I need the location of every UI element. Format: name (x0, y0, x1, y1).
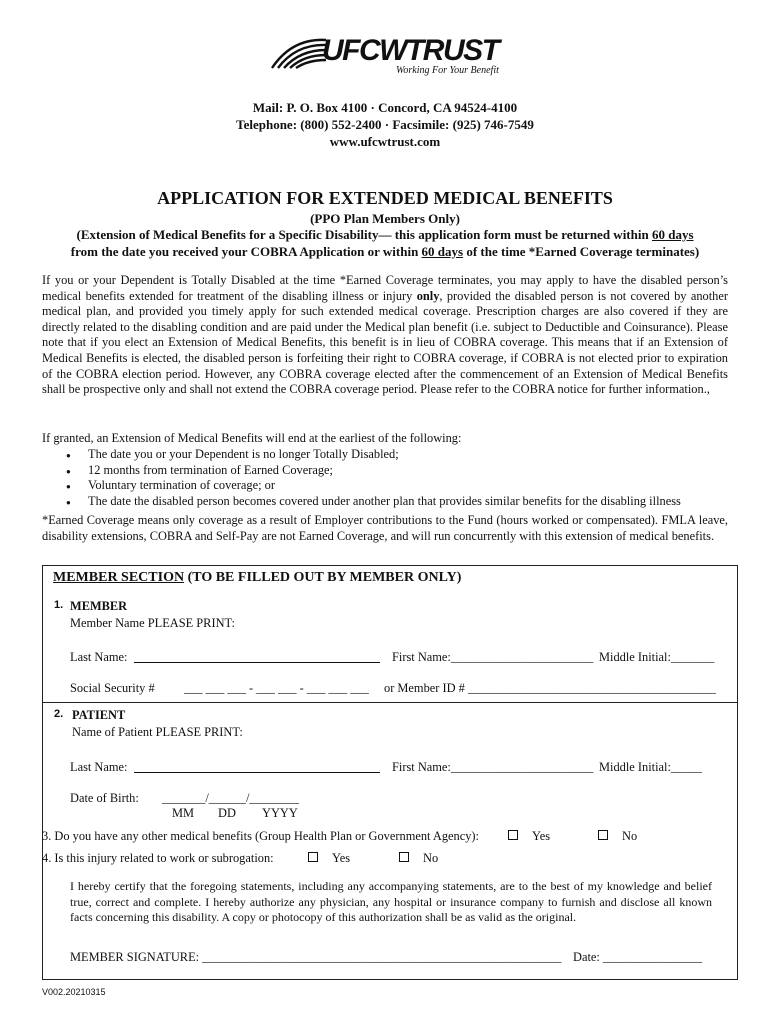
patient-last-name-field[interactable] (134, 772, 380, 773)
list-item: ● 12 months from termination of Earned Coverage; (66, 463, 746, 479)
list-item: ● The date the disabled person becomes covered under another plan that provides similar benefits for the disabling illness (66, 494, 746, 510)
form-version: V002.20210315 (42, 987, 106, 997)
question-3: 3. Do you have any other medical benefits (Group Health Plan or Government Agency): (42, 829, 479, 843)
certification-statement: I hereby certify that the foregoing statements, including any accompanying statements, are to the best of my knowledge and belief true, correct and complete. I hereby authorize any physician, any hospital or insurance company to furnish and disclose all known facts concerning this disability. A copy or photocopy of this authorization shall be as valid as the original. (70, 879, 712, 924)
member-first-name-field[interactable]: First Name:_______________________ (392, 650, 594, 664)
q4-no-option[interactable]: No (399, 851, 438, 866)
checkbox-icon[interactable] (399, 852, 409, 862)
question-4: 4. Is this injury related to work or subrogation: (42, 851, 274, 865)
patient-heading: PATIENT (72, 708, 126, 722)
termination-intro: If granted, an Extension of Medical Benefits will end at the earliest of the following: (42, 431, 462, 445)
checkbox-icon[interactable] (598, 830, 608, 840)
header-address (0, 99, 770, 150)
q3-yes-option[interactable]: Yes (508, 829, 550, 844)
notice-line-2: from the date you received your COBRA Application or within 60 days of the time *Earned Coverage terminates) (70, 244, 700, 259)
member-middle-initial-field[interactable]: Middle Initial:_______ (599, 650, 715, 664)
logo-wordmark: UFCWTRUST (322, 34, 499, 67)
member-heading: MEMBER (70, 599, 128, 613)
page-subtitle: (PPO Plan Members Only) (310, 211, 460, 226)
signature-date-field[interactable]: Date: ________________ (573, 950, 703, 964)
patient-name-label: Name of Patient PLEASE PRINT: (72, 725, 243, 739)
checkbox-icon[interactable] (508, 830, 518, 840)
patient-first-name-field[interactable]: First Name:_______________________ (392, 760, 594, 774)
member-last-name-field[interactable] (134, 662, 380, 663)
notice-line-1: (Extension of Medical Benefits for a Specific Disability— this application form must be returned within 60 days (76, 227, 694, 242)
ssn-field[interactable]: ___ ___ ___ - ___ ___ - ___ ___ ___ (184, 681, 369, 695)
website: www.ufcwtrust.com (329, 134, 441, 149)
list-item: ● Voluntary termination of coverage; or (66, 478, 746, 494)
dob-yyyy-label: YYYY (262, 806, 298, 820)
member-section-heading: MEMBER SECTION (TO BE FILLED OUT BY MEMBER ONLY) (53, 570, 462, 585)
page-title: APPLICATION FOR EXTENDED MEDICAL BENEFITS (157, 188, 613, 208)
patient-middle-initial-field[interactable]: Middle Initial:_____ (599, 760, 702, 774)
ssn-label: Social Security # (70, 681, 155, 695)
logo-arc-icon (268, 36, 328, 70)
patient-number: 2. (54, 708, 64, 720)
q4-yes-option[interactable]: Yes (308, 851, 350, 866)
divider (42, 702, 738, 703)
dob-label: Date of Birth: (70, 791, 139, 805)
dob-dd-label: DD (218, 806, 236, 820)
member-number: 1. (54, 599, 64, 611)
eligibility-paragraph: If you or your Dependent is Totally Disabled at the time *Earned Coverage terminates, you may apply to have the disabled person’s medical benefits extended for treatment of the disabling illness or injury only, provided the disabled person is not covered by another medical plan, and provided you timely apply for such extended medical coverage. Prescription charges are also covered if they are directly related to the disabling condition and are paid under the Medical plan benefit (i.e. subject to Deductible and Coinsurance). Please note that if you elect an Extension of Medical Benefits, this benefit is in lieu of COBRA coverage. This means that if an Extension of Medical Benefits is elected, the disabled person is forfeiting their right to COBRA coverage, if COBRA is not elected prior to expiration of the COBRA election period. However, any COBRA coverage elected after the commencement of an Extension of Medical Benefits shall be prospective only and shall not extend the COBRA coverage period. Please refer to the COBRA notice for further information., (42, 273, 728, 397)
ufcw-trust-logo (268, 34, 508, 80)
patient-last-name-label: Last Name: (70, 760, 128, 774)
member-name-label: Member Name PLEASE PRINT: (70, 616, 235, 630)
q3-no-option[interactable]: No (598, 829, 637, 844)
dob-field[interactable]: _______/______/________ (162, 791, 299, 805)
logo-tagline: Working For Your Benefit (396, 65, 499, 76)
dob-mm-label: MM (172, 806, 195, 820)
member-signature-field[interactable]: MEMBER SIGNATURE: __________________________________________________________ (70, 950, 562, 964)
return-notice (0, 226, 770, 260)
member-last-name-label: Last Name: (70, 650, 128, 664)
member-id-field[interactable]: or Member ID # ________________________________________ (384, 681, 716, 695)
list-item: ● The date you or your Dependent is no longer Totally Disabled; (66, 447, 746, 463)
phone-fax: Telephone: (800) 552-2400 · Facsimile: (925) 746-7549 (236, 117, 534, 132)
earned-coverage-definition: *Earned Coverage means only coverage as a result of Employer contributions to the Fund (hours worked or compensated). FMLA leave, disability extensions, COBRA and Self-Pay are not Earned Coverage, and will run concurrently with this extension of medical benefits. (42, 513, 728, 543)
termination-list (66, 447, 746, 509)
checkbox-icon[interactable] (308, 852, 318, 862)
mail-address: Mail: P. O. Box 4100 · Concord, CA 94524-4100 (252, 100, 518, 115)
